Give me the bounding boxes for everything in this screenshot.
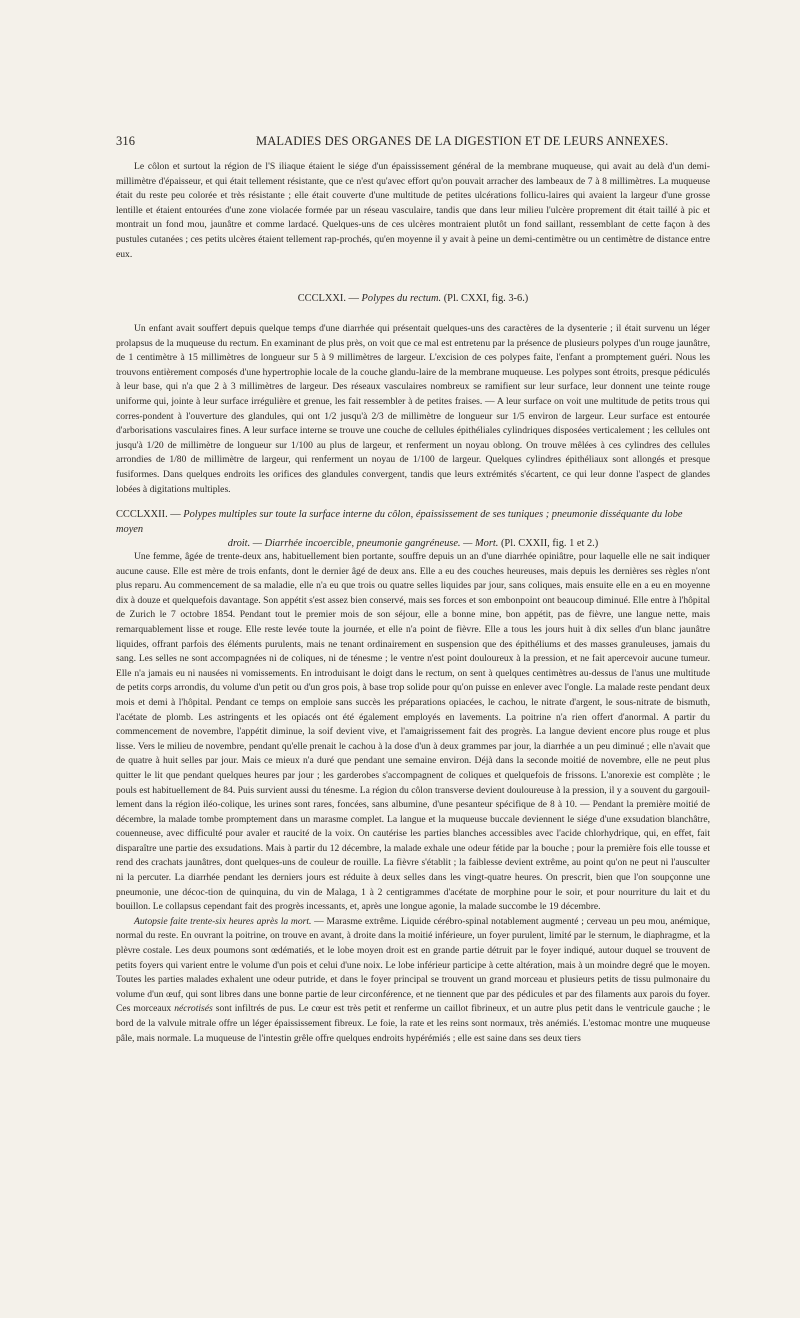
case-371-number: CCCLXXI. — bbox=[297, 293, 359, 304]
case-372-number: CCCLXXII. — bbox=[116, 509, 181, 520]
page-header bbox=[116, 134, 710, 150]
case-372-heading bbox=[116, 508, 710, 552]
case-372-paragraph-2 bbox=[116, 915, 710, 1046]
case-371-paragraph: Un enfant avait souffert depuis quelque temps d'une diarrhée qui présentait quelques-uns des caractères de la dysenterie ; il était survenu un léger prolapsus de la muqueuse du rectum. En examinant de plus près, on voit que ce mal est entretenu par la présence de plusieurs polypes d'un rouge jaunâtre, de 1 centimètre à 15 millimètres de longueur sur 5 à 9 millimètres de largeur. L'excision de ces polypes faite, l'enfant a promptement guéri. Nous les trouvons entièrement composés d'une hypertrophie locale de la couche glandu-laire de la membrane muqueuse. Les polypes sont étroits, presque pédiculés à leur base, qui n'a que 2 à 3 millimètres de largeur. Des réseaux vasculaires nombreux se ramifient sur leur surface, leur donnent une teinte rouge uniforme qui, jointe à leur surface irrégulière et grenue, les fait ressembler à de petites fraises. — A leur surface on voit une multitude de petits trous qui corres-pondent à l'ouverture des glandules, qui ont 1/2 jusqu'à 2/3 de millimètre de longueur sur 1/5 environ de largeur. Leur surface est entourée d'arborisations vasculaires fines. A leur surface interne se trouve une couche de cellules épithéliales cylindriques disposées verticalement ; les cellules ont jusqu'à 1/20 de millimètre de longueur sur 1/100 au plus de largeur, et renferment un noyau oblong. On trouve mêlées à ces cylindres des cellules arrondies de 1/80 de millimètre de largeur, qui renferment un noyau de 1/100 de largeur. Quelques cylindres épithéliaux sont allongés et presque fusiformes. Dans quelques endroits les orifices des glandules convergent, tandis que leurs extrémités s'écartent, ce qui leur donne l'aspect de glandes lobées à digitations multiples. bbox=[116, 323, 710, 495]
case-372-text bbox=[116, 550, 710, 1046]
case-372-title-line1: Polypes multiples sur toute la surface interne du côlon, épaississement de ses tuniques ; pneumonie disséquante du lobe moyen bbox=[116, 509, 683, 535]
case-372-title-line2: droit. — Diarrhée incoercible, pneumonie gangréneuse. — Mort. bbox=[227, 538, 499, 550]
autopsy-text-end: sont infiltrés de pus. Le cœur est très petit et renferme un caillot fibrineux, et un autre plus petit dans le ventricule gauche ; le bord de la valvule mitrale offre un léger épaississement fibreux. Le foie, la rate et les reins sont normaux, très anémiés. L'estomac montre une muqueuse pâle, mais normale. La muqueuse de l'intestin grêle offre quelques endroits hypérémiés ; elle est saine dans ses deux tiers bbox=[116, 1003, 710, 1044]
case-372-paragraph-1: Une femme, âgée de trente-deux ans, habituellement bien portante, souffre depuis un an d'une diarrhée opiniâtre, pour laquelle elle ne sait indiquer aucune cause. Elle est mère de trois enfants, dont le dernier âgé de deux ans. Elle a eu des couches heureuses, mais depuis les dernières ses règles n'ont plus reparu. Au commencement de sa maladie, elle n'a eu que trois ou quatre selles liquides par jour, sans coliques, mais ensuite elle en a eu en moyenne dix à douze et quelquefois davantage. Son appétit s'est assez bien conservé, mais ses forces et son embonpoint ont beaucoup diminué. Elle entre à l'hôpital de Zurich le 7 octobre 1854. Pendant tout le premier mois de son séjour, elle a bonne mine, bon appétit, pas de fièvre, une langue nette, mais remarquablement lisse et rouge. Elle reste levée toute la journée, et elle n'a point de fièvre. Elle a tous les jours huit à dix selles d'un blanc jaunâtre liquides, offrant parfois des éléments purulents, mais ne tenant ordinairement en suspension que des épithéliums et des masses granuleuses, jamais du sang. Les selles ne sont accompagnées ni de coliques, ni de ténesme ; le ventre n'est point douloureux à la pression, et ne fait apercevoir aucune tumeur. Elle n'a jamais eu ni nausées ni vomissements. En introduisant le doigt dans le rectum, on sent à quelques centimètres au-dessus de l'anus une multitude de petits corps arrondis, du volume d'un petit ou d'un gros pois, à base trop solide pour qu'on puisse en enlever avec l'ongle. La malade reste pendant deux mois et demi à l'hôpital. Pendant ce temps on emploie sans succès les préparations opiacées, le cachou, le nitrate d'argent, le sous-nitrate de bismuth, l'acétate de plomb. Les astringents et les opiacés ont été également employés en lavements. La poitrine n'a rien offert d'anormal. A partir du commencement de novembre, l'appétit diminue, la soif devient vive, et l'amaigrissement fait des progrès. La langue devient encore plus rouge et plus lisse. Vers le milieu de novembre, pendant qu'elle prenait le cachou à la dose d'un à deux grammes par jour, la diarrhée a un peu diminué ; elle n'avait que de quatre à huit selles par jour. Mais ce mieux n'a duré que pendant une semaine environ. Déjà dans la seconde moitié de novembre, elle ne peut plus quitter le lit que pendant quelques heures par jour ; les garderobes s'accompagnent de coliques et quelquefois de frissons. L'anorexie est complète ; le pouls est habituellement de 84. Puis survient aussi du ténesme. La région du côlon transverse devient douloureuse à la pression, il y a souvent du gargouil-lement dans la région iléo-colique, les urines sont rares, foncées, sans albumine, d'une pesanteur spécifique de 8 à 10. — Pendant la première moitié de décembre, la malade tombe promptement dans un marasme complet. La langue et la muqueuse buccale deviennent le siége d'une exsudation blanchâtre, couenneuse, avec difficulté pour avaler et raucité de la voix. On cautérise les parties blanches accessibles avec l'acide chlorhydrique, qui, en effet, fait disparaître une partie des exsudations. Mais à partir du 12 décembre, la malade exhale une odeur fétide par la bouche ; pour la première fois elle tousse et rend des crachats jaunâtres, dont quelques-uns de couleur de rouille. La fièvre s'établit ; la faiblesse devient extrême, au point qu'on ne peut ni l'ausculter ni la percuter. La diarrhée pendant les derniers jours est réduite à deux selles dans les vingt-quatre heures. On prescrit, bien que l'on soupçonne une pneumonie, une décoc-tion de quinquina, du vin de Malaga, 1 à 2 centigrammes d'acétate de morphine pour le soir, et pour nourriture du lait et du bouillon. Le collapsus cependant fait des progrès incessants, et, après une longue agonie, la malade succombe le 19 décembre. bbox=[116, 551, 710, 913]
case-371-reference: (Pl. CXXI, fig. 3-6.) bbox=[443, 293, 529, 304]
case-372-reference: (Pl. CXXII, fig. 1 et 2.) bbox=[500, 538, 599, 550]
running-head: MALADIES DES ORGANES DE LA DIGESTION ET DE LEURS ANNEXES. bbox=[256, 134, 669, 148]
intro-paragraph-block bbox=[116, 160, 710, 262]
intro-paragraph: Le côlon et surtout la région de l'S iliaque étaient le siége d'un épaississement général de la membrane muqueuse, qui avait au delà d'un demi-millimètre d'épaisseur, et qui était tellement résistante, que ce n'est qu'avec effort qu'on pouvait arracher des lambeaux de 7 à 8 millimètres. La muqueuse était du reste peu colorée et très résistante ; elle était couverte d'une multitude de petites ulcérations follicu-laires qui avaient la largeur d'une grosse lentille et étaient entourées d'une zone violacée formée par un réseau vasculaire, tandis que dans leur milieu l'ulcère proprement dit était taillé à pic et montrait un fond mou, jaunâtre et comme lardacé. Quelques-uns de ces ulcères montraient plutôt un fond saillant, ressemblant de cette façon à des pustules cutanées ; ces petits ulcères étaient tellement rap-prochés, qu'en moyenne il y avait à peine un demi-centimètre ou un centimètre de distance entre eux. bbox=[116, 161, 710, 260]
necrotises-word: nécrotisés bbox=[174, 1003, 213, 1015]
autopsy-label: Autopsie faite trente-six heures après la mort. bbox=[134, 915, 312, 927]
case-371-title: Polypes du rectum. bbox=[361, 293, 442, 304]
case-371-text bbox=[116, 322, 710, 497]
autopsy-text: — Marasme extrême. Liquide cérébro-spinal notablement augmenté ; cerveau un peu mou, anémique, normal du reste. En ouvrant la poitrine, on trouve en avant, à droite dans la moitié inférieure, un foyer purulent, limité par le sternum, le diaphragme, et la plèvre costale. Les deux poumons sont œdématiés, et le lobe moyen droit est en grande partie détruit par le foyer indiqué, autour duquel se trouvent de petits foyers qui varient entre le volume d'un pois et celui d'une noix. Le lobe inférieur participe à cette altération, mais à un moindre degré que le moyen. Toutes les parties malades exhalent une odeur putride, et dans le foyer principal se trouvent un grand morceau et plusieurs petits de tissu pulmonaire du volume d'un œuf, qui sont libres dans une bonne partie de leur circonférence, et ne tiennent que par des pédicules et par des filaments aux parois du foyer. Ces morceaux bbox=[116, 915, 711, 1015]
page-number: 316 bbox=[116, 134, 136, 148]
case-371-heading bbox=[116, 292, 710, 307]
